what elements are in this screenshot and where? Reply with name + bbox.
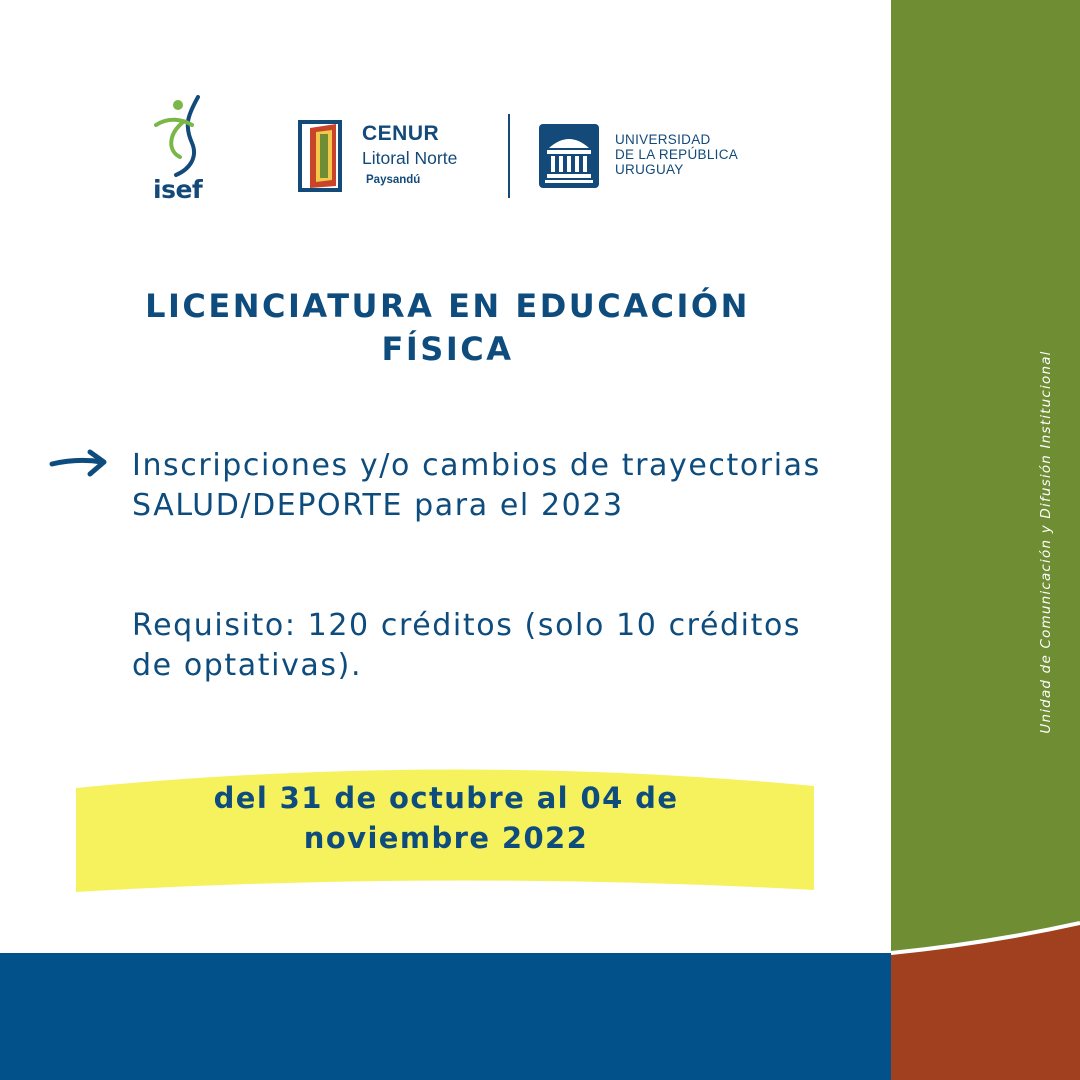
udelar-line1: UNIVERSIDAD [615, 132, 711, 147]
isef-logo [140, 95, 220, 215]
cenur-city: Paysandú [366, 174, 421, 186]
arrow-right-icon [48, 446, 110, 478]
isef-figure-icon [148, 95, 208, 177]
cenur-door-icon [296, 118, 356, 194]
date-range [76, 778, 816, 858]
title-line2: FÍSICA [381, 330, 514, 368]
cenur-name: CENUR [362, 122, 440, 145]
page-title [80, 285, 815, 371]
cenur-logo [296, 118, 496, 198]
logo-divider [508, 114, 510, 198]
enrollment-paragraph: Inscripciones y/o cambios de trayectorias SALUD/DEPORTE para el 2023 [132, 448, 821, 523]
date-highlight [76, 758, 816, 894]
udelar-logo [539, 124, 749, 194]
requirement-paragraph: Requisito: 120 créditos (solo 10 créditos de optativas). [132, 608, 802, 683]
cenur-region: Litoral Norte [362, 148, 458, 168]
university-building-icon [539, 124, 599, 188]
date-line1: del 31 de octubre al 04 de [213, 781, 679, 815]
udelar-line2: DE LA REPÚBLICA [615, 147, 739, 162]
title-line1: LICENCIATURA EN EDUCACIÓN [145, 287, 750, 325]
udelar-name [615, 132, 738, 177]
side-label: Unidad de Comunicación y Difusión Institucional [1038, 350, 1054, 734]
date-line2: noviembre 2022 [303, 821, 589, 855]
isef-text: isef [153, 175, 203, 204]
udelar-line3: URUGUAY [615, 162, 684, 177]
footer-blue-band [0, 953, 891, 1080]
